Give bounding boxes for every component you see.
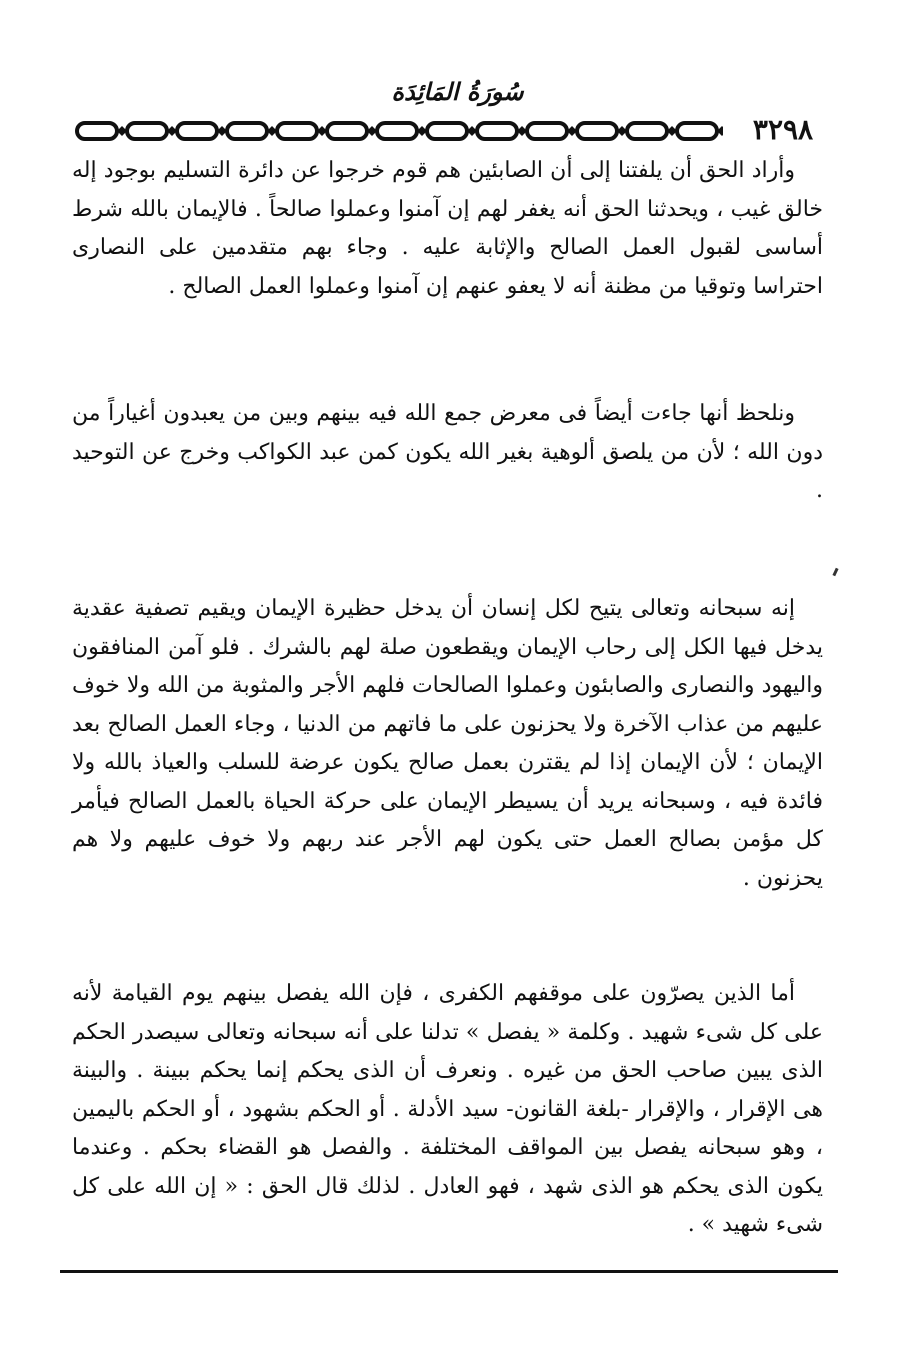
band-diamond	[617, 126, 627, 136]
band-link	[427, 123, 467, 139]
band-link	[677, 123, 717, 139]
band-link	[77, 123, 117, 139]
stray-ink-mark	[832, 568, 838, 577]
band-diamond	[117, 126, 127, 136]
paragraph-1: وأراد الحق أن يلفتنا إلى أن الصابئين هم قوم خرجوا عن دائرة التسليم بوجود إله خالق غيب ، ويحدثنا الحق أنه يغفر لهم إن آمنوا وعملوا صالحاً . فالإيمان بالله شرط أساسى لقبول العمل الصالح والإثابة عليه . وجاء بهم متقدمين على النصارى احتراسا وتوقيا من مظنة أنه لا يعفو عنهم إن آمنوا وعملوا العمل الصالح .	[72, 158, 823, 299]
band-diamond	[517, 126, 527, 136]
band-diamond	[367, 126, 377, 136]
band-link	[127, 123, 167, 139]
paragraph-2: ونلحظ أنها جاءت أيضاً فى معرض جمع الله فيه بينهم وبين من يعبدون أغياراً من دون الله ؛ لأن من يلصق ألوهية بغير الله يكون كمن عبد الكواكب وخرج عن التوحيد .	[72, 401, 823, 503]
band-link	[577, 123, 617, 139]
surah-title: سُورَةُ المَائِدَة	[391, 77, 524, 106]
band-diamond	[267, 126, 277, 136]
band-diamond	[417, 126, 427, 136]
page-number: ٣٢٩٨	[723, 112, 843, 148]
band-link	[627, 123, 667, 139]
paragraph-4: أما الذين يصرّون على موقفهم الكفرى ، فإن الله يفصل بينهم يوم القيامة لأنه على كل شىء شهيد . وكلمة « يفصل » تدلنا على أنه سبحانه وتعالى سيصدر الحكم الذى يبين صاحب الحق من غيره . ونعرف أن الذى يحكم إنما يحكم ببينة . والبينة هى الإقرار ، والإقرار -بلغة القانون- سيد الأدلة . أو الحكم بشهود ، أو الحكم باليمين ، وهو سبحانه يفصل بين المواقف المختلفة . والفصل هو القضاء بحكم . وعندما يكون الذى يحكم هو الذى شهد ، فهو العادل . لذلك قال الحق : « إن الله على كل شىء شهيد » .	[72, 981, 823, 1237]
band-link	[527, 123, 567, 139]
band-link	[227, 123, 267, 139]
bottom-rule-divider	[60, 1270, 838, 1273]
band-link	[377, 123, 417, 139]
band-diamond	[167, 126, 177, 136]
band-link	[327, 123, 367, 139]
band-diamond	[217, 126, 227, 136]
paragraph-3: إنه سبحانه وتعالى يتيح لكل إنسان أن يدخل حظيرة الإيمان ويقيم تصفية عقدية يدخل فيها الكل إلى رحاب الإيمان ويقطعون صلة لهم بالشرك . فلو آمن المنافقون واليهود والنصارى والصابئون وعملوا الصالحات فلهم الأجر والمثوبة من الله ولا خوف عليهم من عذاب الآخرة ولا يحزنون على ما فاتهم من الدنيا ، وجاء العمل الصالح بعد الإيمان ؛ لأن الإيمان إذا لم يقترن بعمل صالح يكون عرضة للسلب والعياذ بالله ولا فائدة فيه ، وسبحانه يريد أن يسيطر الإيمان على حركة الحياة بالعمل الصالح فيأمر كل مؤمن بصالح العمل حتى يكون لهم الأجر عند ربهم ولا خوف عليهم ولا هم يحزنون .	[72, 596, 823, 891]
band-diamond	[667, 126, 677, 136]
band-diamond	[467, 126, 477, 136]
band-diamond	[567, 126, 577, 136]
band-link	[277, 123, 317, 139]
band-diamond	[317, 126, 327, 136]
band-link	[477, 123, 517, 139]
band-link	[177, 123, 217, 139]
